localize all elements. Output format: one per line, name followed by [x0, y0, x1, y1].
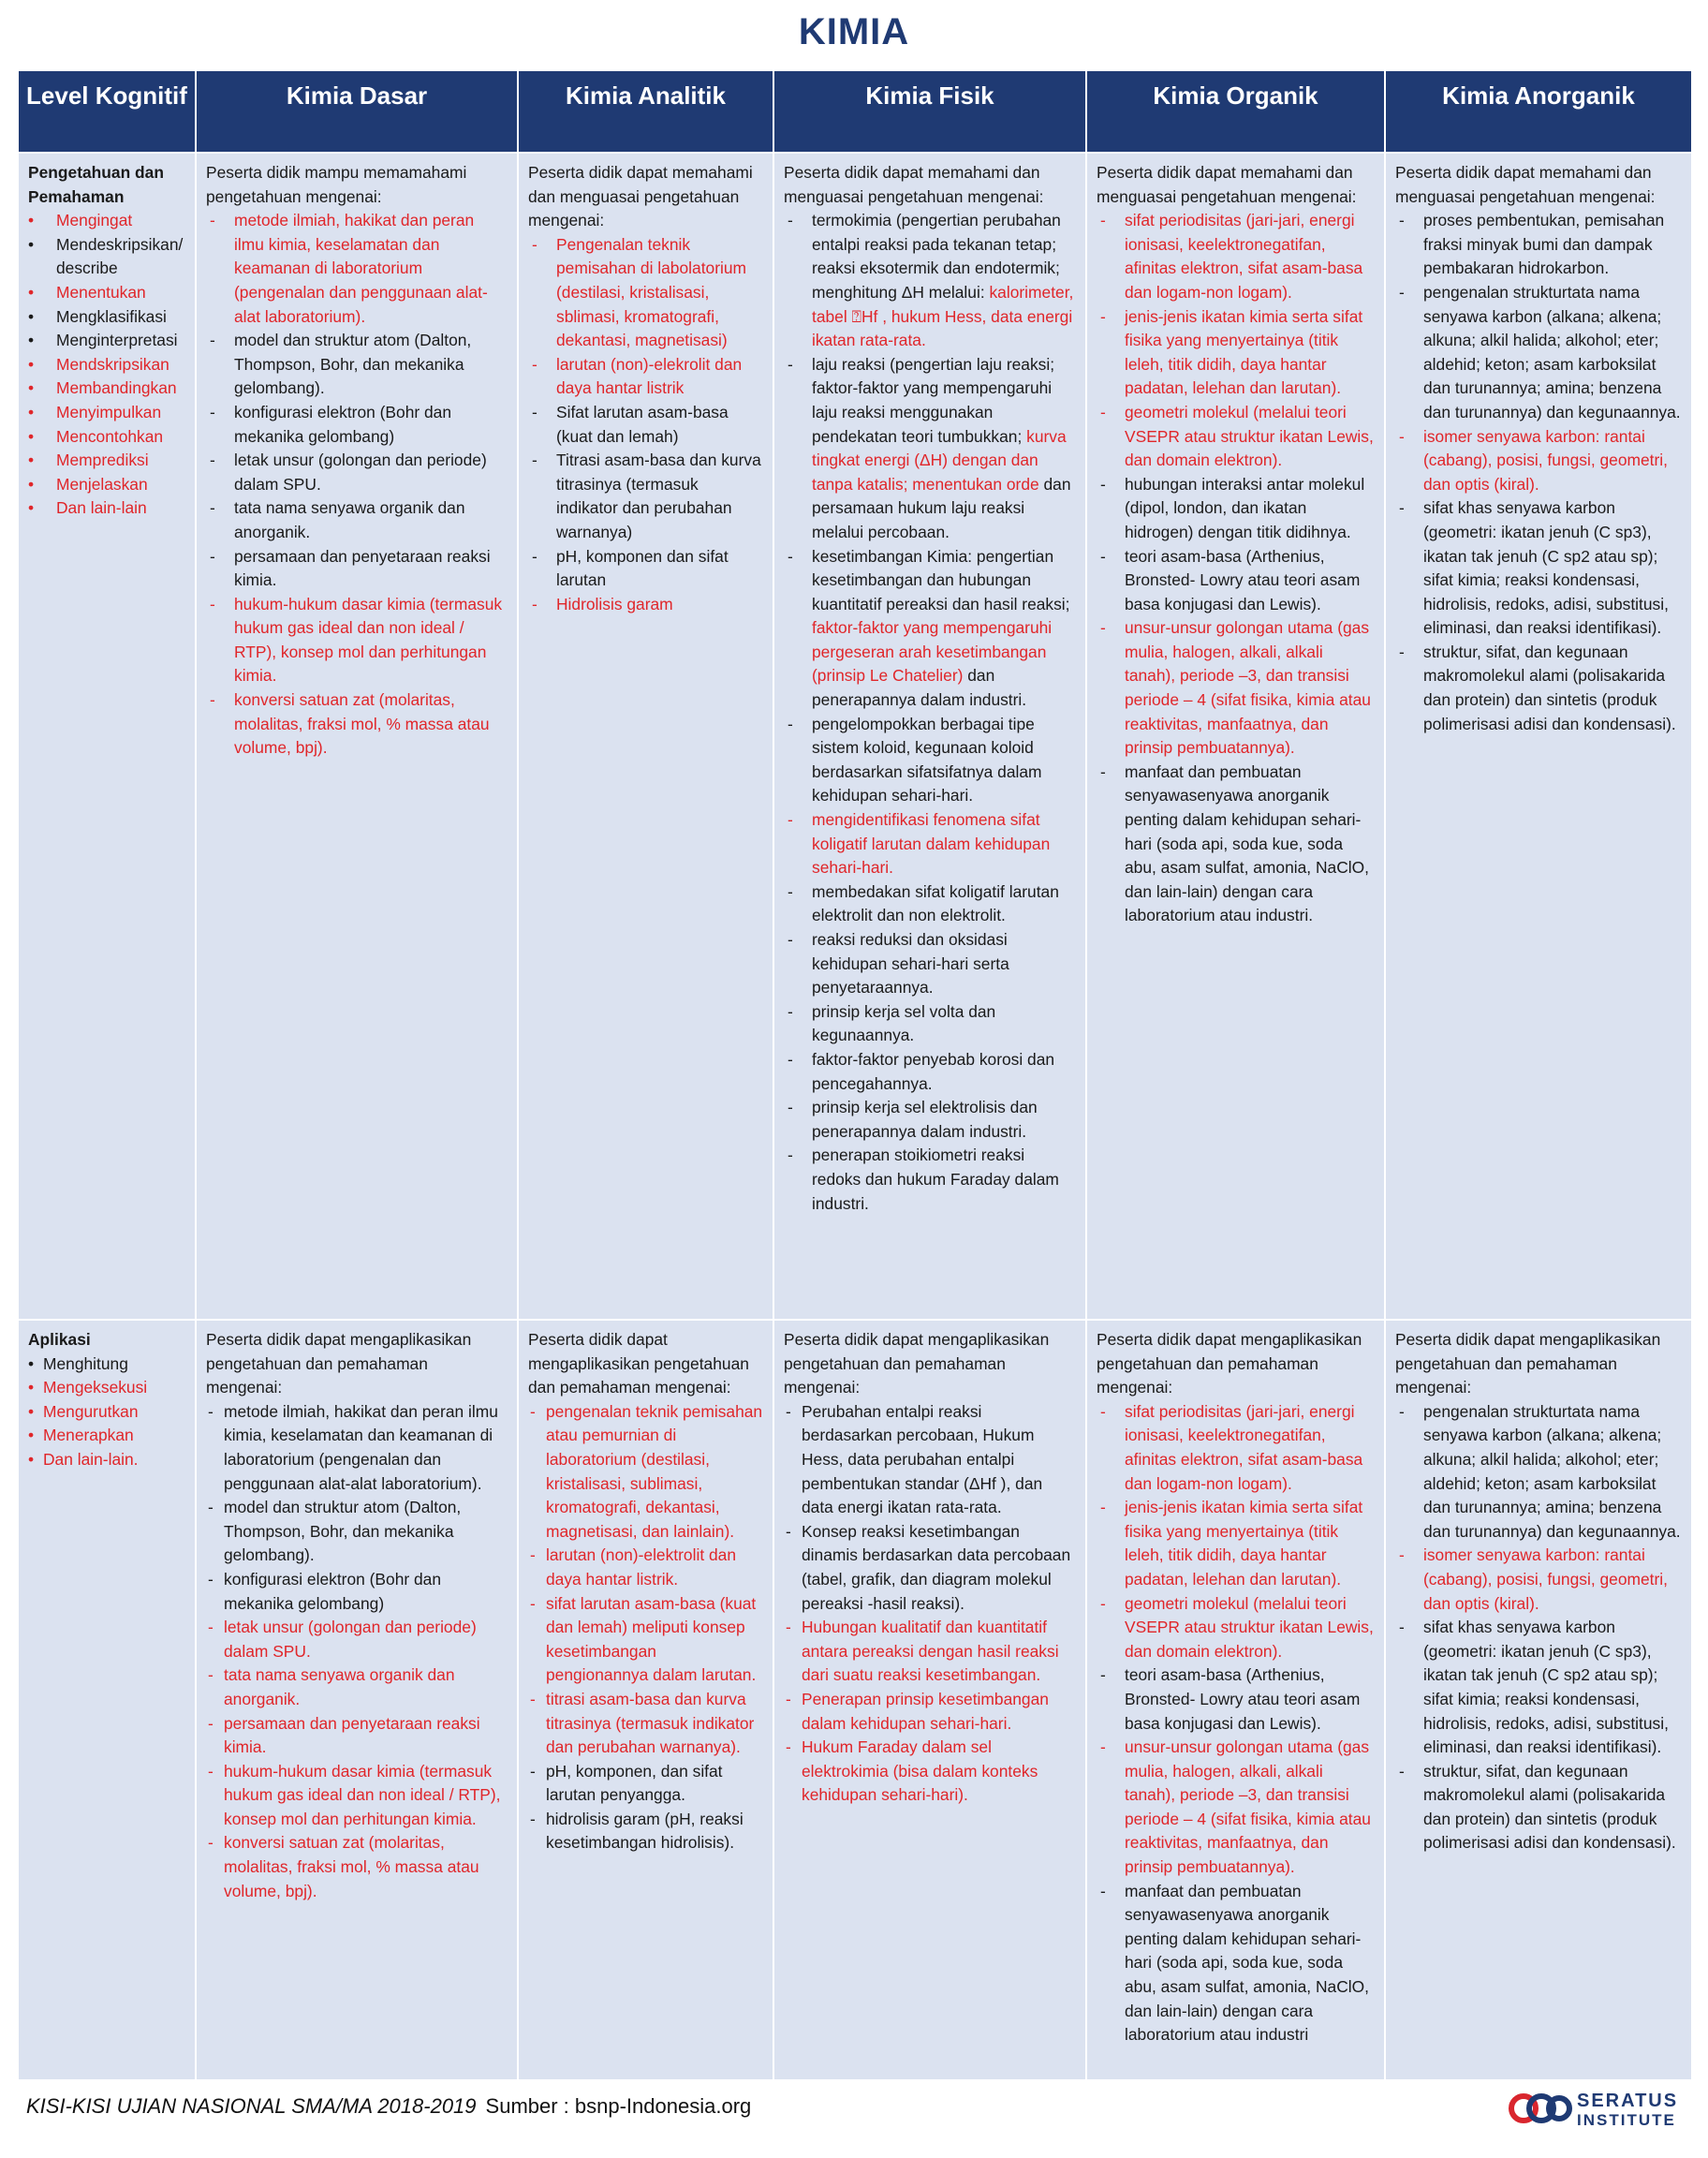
topic-item — [784, 880, 1076, 928]
topic-item — [784, 928, 1076, 1000]
topic-text: metode ilmiah, hakikat dan peran ilmu kimia, keselamatan dan keamanan di laboratorium (pengenalan dan penggunaan alat-alat laboratorium). — [224, 1401, 498, 1493]
topic-text: struktur, sifat, dan kegunaan makromolekul alami (polisakarida dan protein) dan sintetis (produk polimerisasi adisi dan kondensasi). — [1423, 1761, 1676, 1853]
topic-text: pH, komponen dan sifat larutan — [556, 546, 729, 590]
topic-text: unsur-unsur golongan utama (gas mulia, halogen, alkali, alkali tanah), periode –3, dan transisi periode – 4 (sifat fisika, kimia atau reaktivitas, manfaatnya, dan prinsip pembuatannya). — [1125, 618, 1371, 758]
topic-text: pengenalan teknik pemisahan atau pemurnian di laboratorium (destilasi, kristalisasi, sublimasi, kromatografi, dekantasi, magnetisasi, dan lainlain). — [546, 1401, 763, 1541]
topic-text: prinsip kerja sel volta dan kegunaannya. — [812, 1001, 996, 1045]
verb-list — [28, 209, 185, 521]
topic-text: Pengenalan teknik pemisahan di labolatorium (destilasi, kristalisasi, sblimasi, kromatografi, dekantasi, magnetisasi) — [556, 234, 747, 350]
topic-item — [784, 353, 1076, 545]
topic-text: faktor-faktor penyebab korosi dan pencegahannya. — [812, 1049, 1055, 1093]
topic-text: Perubahan entalpi reaksi berdasarkan percobaan, Hukum Hess, data perubahan entalpi pembentukan standar (ΔHf ), dan data energi ikatan rata-rata. — [802, 1401, 1043, 1517]
topic-item — [1097, 1880, 1375, 2047]
topic-text: Hidrolisis garam — [556, 594, 673, 613]
topic-text: larutan (non)-elektrolit dan daya hantar listrik. — [546, 1545, 736, 1589]
logo-text-seratus: SERATUS — [1577, 2091, 1679, 2111]
topic-item — [1097, 209, 1375, 304]
topic-text: manfaat dan pembuatan senyawasenyawa anorganik penting dalam kehidupan sehari-hari (soda api, soda kue, soda abu, asam sulfat, amonia, NaClO, dan lain-lain) dengan cara laboratorium atau industri — [1125, 1881, 1369, 2045]
level-title: Aplikasi — [28, 1330, 91, 1349]
topic-text: konfigurasi elektron (Bohr dan mekanika gelombang) — [224, 1569, 442, 1613]
topic-item — [1395, 209, 1682, 281]
topic-list — [1097, 209, 1375, 928]
topic-item — [1097, 1400, 1375, 1496]
verb-item: • Mengingat — [28, 209, 185, 233]
verb-item: • Menghitung — [28, 1352, 185, 1377]
topic-text: pengenalan strukturtata nama senyawa karbon (alkana; alkena; alkuna; alkil halida; alkohol; eter; aldehid; keton; asam karboksilat dan turunannya; amina; benzena dan turunannya) dan kegunaannya. — [1423, 282, 1681, 421]
topic-text: manfaat dan pembuatan senyawasenyawa anorganik penting dalam kehidupan sehari-hari (soda api, soda kue, soda abu, asam sulfat, amonia, NaClO, dan lain-lain) dengan cara laboratorium atau industri. — [1125, 761, 1369, 925]
topic-text: isomer senyawa karbon: rantai (cabang), posisi, fungsi, geometri, dan optis (kiral). — [1423, 426, 1668, 494]
topic-text: letak unsur (golongan dan periode) dalam SPU. — [234, 451, 487, 494]
verb-item: • Memprediksi — [28, 449, 185, 473]
topic-item — [784, 1688, 1076, 1736]
topic-text: teori asam-basa (Arthenius, Bronsted- Lowry atau teori asam basa konjugasi dan Lewis). — [1125, 1665, 1361, 1733]
topic-text: Sifat larutan asam-basa (kuat dan lemah) — [556, 402, 729, 446]
topic-item — [784, 1096, 1076, 1144]
topic-text: tata nama senyawa organik dan anorganik. — [224, 1665, 455, 1708]
cell-intro: Peserta didik dapat mengaplikasikan pengetahuan dan pemahaman mengenai: — [1395, 1330, 1661, 1397]
header-kimia-organik: Kimia Organik — [1087, 71, 1386, 152]
topic-list — [784, 209, 1076, 1216]
topic-text: Hubungan kualitatif dan kuantitatif antara pereaksi dengan hasil reaksi dari suatu reaksi kesetimbangan. — [802, 1618, 1059, 1685]
footer-caption — [26, 2094, 751, 2119]
topic-list — [206, 209, 508, 761]
topic-text: hidrolisis garam (pH, reaksi kesetimbangan hidrolisis). — [546, 1809, 744, 1853]
topic-text: sifat periodisitas (jari-jari, energi ionisasi, keelektronegatifan, afinitas elektron, sifat asam-basa dan logam-non logam). — [1125, 211, 1363, 302]
topic-list — [206, 1400, 508, 1903]
level-cell-aplikasi — [19, 1319, 197, 2079]
cell-kimia-dasar-pengetahuan — [197, 152, 519, 1319]
topic-text: konversi satuan zat (molaritas, molalitas, fraksi mol, % massa atau volume, bpj). — [234, 690, 490, 758]
topic-text: reaksi reduksi dan oksidasi kehidupan sehari-hari serta penyetaraannya. — [812, 930, 1009, 998]
verb-item: • Mengeksekusi — [28, 1376, 185, 1400]
topic-text: tata nama senyawa organik dan anorganik. — [234, 498, 465, 541]
topic-text: kalorimeter, tabel ⍰Hf , hukum Hess, data energi ikatan rata-rata. — [812, 282, 1074, 350]
topic-item — [1395, 1544, 1682, 1616]
topic-text: larutan (non)-elekrolit dan daya hantar listrik — [556, 354, 743, 398]
verb-item: • Mendskripsikan — [28, 353, 185, 377]
topic-list — [784, 1400, 1076, 1808]
topic-item — [1097, 473, 1375, 545]
topic-item — [1395, 425, 1682, 497]
seratus-institute-logo — [1508, 2081, 1695, 2134]
topic-item — [1097, 1736, 1375, 1880]
cell-kimia-fisik-pengetahuan — [774, 152, 1087, 1319]
topic-item — [206, 1663, 508, 1711]
logo-mark-icon — [1508, 2092, 1573, 2124]
topic-item — [1395, 1400, 1682, 1545]
topic-item — [206, 545, 508, 593]
topic-text: jenis-jenis ikatan kimia serta sifat fisika yang menyertainya (titik leleh, titik didih, daya hantar padatan, lelehan dan larutan). — [1125, 306, 1363, 398]
topic-item — [206, 688, 508, 761]
topic-text: penerapan stoikiometri reaksi redoks dan hukum Faraday dalam industri. — [812, 1146, 1059, 1213]
topic-item — [784, 1144, 1076, 1216]
topic-text: titrasi asam-basa dan kurva titrasinya (termasuk indikator dan perubahan warnanya). — [546, 1689, 755, 1757]
topic-item — [1097, 545, 1375, 617]
topic-text: Konsep reaksi kesetimbangan dinamis berdasarkan data percobaan (tabel, grafik, dan diagram molekul pereaksi -hasil reaksi). — [802, 1521, 1071, 1613]
topic-item — [1395, 496, 1682, 641]
topic-item — [206, 1400, 508, 1496]
cell-kimia-organik-pengetahuan — [1087, 152, 1386, 1319]
cell-kimia-dasar-aplikasi — [197, 1319, 519, 2079]
cell-kimia-analitik-pengetahuan — [519, 152, 774, 1319]
topic-list — [1395, 1400, 1682, 1855]
topic-text: teori asam-basa (Arthenius, Bronsted- Lowry atau teori asam basa konjugasi dan Lewis). — [1125, 546, 1361, 613]
topic-item — [206, 593, 508, 688]
topic-text: geometri molekul (melalui teori VSEPR atau struktur ikatan Lewis, dan domain elektron). — [1125, 1593, 1374, 1661]
cell-kimia-anorganik-pengetahuan — [1386, 152, 1691, 1319]
verb-item: • Mengurutkan — [28, 1400, 185, 1425]
topic-list — [1395, 209, 1682, 736]
topic-item — [206, 1616, 508, 1663]
topic-item — [1395, 641, 1682, 736]
topic-item — [528, 1760, 763, 1808]
topic-item — [528, 449, 763, 544]
row-pengetahuan-pemahaman — [19, 152, 1691, 1319]
footer-title: KISI-KISI UJIAN NASIONAL SMA/MA 2018-2019 — [26, 2094, 477, 2118]
cell-kimia-organik-aplikasi — [1087, 1319, 1386, 2079]
topic-item — [206, 401, 508, 449]
topic-text: termokimia (pengertian perubahan entalpi reaksi pada tekanan tetap; reaksi eksotermik dan endotermik; menghitung ΔH melalui: — [812, 211, 1061, 302]
topic-item — [784, 713, 1076, 808]
topic-text: Titrasi asam-basa dan kurva titrasinya (termasuk indikator dan perubahan warnanya) — [556, 451, 761, 541]
verb-item: • Menjelaskan — [28, 473, 185, 497]
topic-text: kesetimbangan Kimia: pengertian kesetimbangan dan hubungan kuantitatif pereaksi dan hasil reaksi; — [812, 546, 1070, 613]
cell-intro: Peserta didik dapat memahami dan menguasai pengetahuan mengenai: — [1395, 163, 1656, 206]
topic-text: isomer senyawa karbon: rantai (cabang), posisi, fungsi, geometri, dan optis (kiral). — [1423, 1545, 1668, 1613]
header-kimia-dasar: Kimia Dasar — [197, 71, 519, 152]
row-aplikasi — [19, 1319, 1691, 2079]
topic-item — [528, 353, 763, 401]
topic-text: unsur-unsur golongan utama (gas mulia, halogen, alkali, alkali tanah), periode –3, dan transisi periode – 4 (sifat fisika, kimia atau reaktivitas, manfaatnya, dan prinsip pembuatannya). — [1125, 1737, 1371, 1877]
topic-text: sifat khas senyawa karbon (geometri: ikatan jenuh (C sp3), ikatan tak jenuh (C sp2 atau sp); sifat kimia; reaksi kondensasi, hidrolisis, redoks, adisi, substitusi, eliminasi, dan reaksi identifikasi). — [1423, 1618, 1669, 1757]
topic-text: hukum-hukum dasar kimia (termasuk hukum gas ideal dan non ideal / RTP), konsep mol dan perhitungan kimia. — [234, 594, 503, 686]
topic-item — [528, 593, 763, 617]
topic-text: geometri molekul (melalui teori VSEPR atau struktur ikatan Lewis, dan domain elektron). — [1125, 402, 1374, 470]
topic-text: konversi satuan zat (molaritas, molalitas, fraksi mol, % massa atau volume, bpj). — [224, 1833, 479, 1900]
page-title: KIMIA — [798, 11, 910, 52]
header-row — [19, 71, 1691, 152]
topic-text: struktur, sifat, dan kegunaan makromolekul alami (polisakarida dan protein) dan sintetis (produk polimerisasi adisi dan kondensasi). — [1423, 642, 1676, 733]
topic-item — [206, 1831, 508, 1903]
topic-text: pengenalan strukturtata nama senyawa karbon (alkana; alkena; alkuna; alkil halida; alkohol; eter; aldehid; keton; asam karboksilat dan turunannya; amina; benzena dan turunannya) dan kegunaannya. — [1423, 1401, 1681, 1541]
cell-intro: Peserta didik dapat memahami dan menguasai pengetahuan mengenai: — [1097, 163, 1357, 206]
topic-item — [784, 209, 1076, 353]
level-cell-pengetahuan — [19, 152, 197, 1319]
topic-item — [528, 545, 763, 593]
header-kimia-fisik: Kimia Fisik — [774, 71, 1087, 152]
topic-item — [784, 1736, 1076, 1808]
topic-text: kurva tingkat energi (ΔH) dengan dan tanpa katalis; menentukan orde — [812, 426, 1067, 494]
topic-text: konfigurasi elektron (Bohr dan mekanika gelombang) — [234, 402, 452, 446]
topic-item — [206, 1760, 508, 1832]
topic-item — [1097, 616, 1375, 761]
topic-item — [528, 1808, 763, 1855]
topic-item — [528, 1544, 763, 1591]
topic-item — [784, 545, 1076, 713]
cell-intro: Peserta didik dapat mengaplikasikan pengetahuan dan pemahaman mengenai: — [206, 1330, 472, 1397]
header-kimia-analitik: Kimia Analitik — [519, 71, 774, 152]
topic-text: Hukum Faraday dalam sel elektrokimia (bisa dalam konteks kehidupan sehari-hari). — [802, 1737, 1038, 1805]
footer-source: Sumber : bsnp-Indonesia.org — [485, 2094, 752, 2118]
logo-text-institute: INSTITUTE — [1577, 2111, 1676, 2129]
topic-item — [784, 1616, 1076, 1688]
cell-intro: Peserta didik dapat mengaplikasikan pengetahuan dan pemahaman mengenai: — [528, 1330, 749, 1397]
verb-item: • Mencontohkan — [28, 425, 185, 450]
topic-item — [1097, 761, 1375, 928]
topic-item — [206, 209, 508, 329]
topic-item — [1097, 1592, 1375, 1664]
cell-intro: Peserta didik dapat mengaplikasikan pengetahuan dan pemahaman mengenai: — [784, 1330, 1050, 1397]
topic-item — [528, 1592, 763, 1688]
topic-text: model dan struktur atom (Dalton, Thompson, Bohr, dan mekanika gelombang). — [234, 331, 472, 398]
verb-item: • Dan lain-lain — [28, 496, 185, 521]
cell-intro: Peserta didik dapat memahami dan menguasai pengetahuan mengenai: — [784, 163, 1044, 206]
verb-item: • Menentukan — [28, 281, 185, 305]
verb-item: • Dan lain-lain. — [28, 1448, 185, 1472]
topic-text: sifat khas senyawa karbon (geometri: ikatan jenuh (C sp3), ikatan tak jenuh (C sp2 atau sp); sifat kimia; reaksi kondensasi, hidrolisis, redoks, adisi, substitusi, eliminasi, dan reaksi identifikasi). — [1423, 498, 1669, 638]
topic-item — [206, 496, 508, 544]
topic-text: pengelompokkan berbagai tipe sistem koloid, kegunaan koloid berdasarkan sifatsifatnya dalam kehidupan sehari-hari. — [812, 714, 1042, 806]
cell-kimia-fisik-aplikasi — [774, 1319, 1087, 2079]
topic-item — [206, 449, 508, 496]
topic-item — [784, 1048, 1076, 1096]
topic-text: metode ilmiah, hakikat dan peran ilmu kimia, keselamatan dan keamanan di laboratorium (pengenalan dan penggunaan alat-alat laboratorium). — [234, 211, 488, 326]
topic-text: dan persamaan hukum laju reaksi melalui percobaan. — [812, 474, 1071, 541]
topic-item — [784, 808, 1076, 880]
topic-text: persamaan dan penyetaraan reaksi kimia. — [224, 1713, 480, 1757]
topic-item — [1395, 1616, 1682, 1760]
topic-text: jenis-jenis ikatan kimia serta sifat fisika yang menyertainya (titik leleh, titik didih, daya hantar padatan, lelehan dan larutan). — [1125, 1498, 1363, 1589]
verb-item: • Mendeskripsikan/ describe — [28, 233, 185, 281]
verb-item: • Menyimpulkan — [28, 401, 185, 425]
topic-text: faktor-faktor yang mempengaruhi pergeseran arah kesetimbangan (prinsip Le Chatelier) — [812, 618, 1053, 686]
topic-text: membedakan sifat koligatif larutan elektrolit dan non elektrolit. — [812, 881, 1059, 925]
cell-intro: Peserta didik mampu memamahami pengetahuan mengenai: — [206, 163, 467, 206]
verb-list — [28, 1352, 185, 1472]
topic-list — [528, 233, 763, 617]
cell-kimia-analitik-aplikasi — [519, 1319, 774, 2079]
verb-item: • Mengklasifikasi — [28, 305, 185, 330]
verb-item: • Menerapkan — [28, 1424, 185, 1448]
topic-text: hukum-hukum dasar kimia (termasuk hukum gas ideal dan non ideal / RTP), konsep mol dan perhitungan kimia. — [224, 1761, 501, 1828]
topic-text: sifat larutan asam-basa (kuat dan lemah) meliputi konsep kesetimbangan pengionannya dalam larutan. — [546, 1593, 757, 1685]
topic-list — [1097, 1400, 1375, 2047]
topic-text: prinsip kerja sel elektrolisis dan penerapannya dalam industri. — [812, 1098, 1038, 1141]
cell-kimia-anorganik-aplikasi — [1386, 1319, 1691, 2079]
topic-item — [784, 1000, 1076, 1048]
topic-item — [528, 1688, 763, 1760]
topic-item — [206, 329, 508, 401]
topic-item — [1395, 1760, 1682, 1855]
topic-item — [1097, 305, 1375, 401]
topic-list — [528, 1400, 763, 1855]
topic-text: sifat periodisitas (jari-jari, energi ionisasi, keelektronegatifan, afinitas elektron, sifat asam-basa dan logam-non logam). — [1125, 1401, 1363, 1493]
cell-intro: Peserta didik dapat memahami dan menguasai pengetahuan mengenai: — [528, 163, 753, 230]
cell-intro: Peserta didik dapat mengaplikasikan pengetahuan dan pemahaman mengenai: — [1097, 1330, 1362, 1397]
topic-item — [1097, 1496, 1375, 1591]
topic-text: persamaan dan penyetaraan reaksi kimia. — [234, 546, 491, 590]
topic-item — [206, 1712, 508, 1760]
kisi-kisi-table — [19, 71, 1691, 2079]
verb-item: • Membandingkan — [28, 377, 185, 401]
header-level-kognitif: Level Kognitif — [19, 71, 197, 152]
topic-text: mengidentifikasi fenomena sifat koligatif larutan dalam kehidupan sehari-hari. — [812, 810, 1051, 878]
topic-item — [528, 401, 763, 449]
topic-text: laju reaksi (pengertian laju reaksi; faktor-faktor yang mempengaruhi laju reaksi menggunakan pendekatan teori tumbukkan; — [812, 354, 1055, 446]
topic-item — [528, 233, 763, 353]
topic-text: model dan struktur atom (Dalton, Thompson, Bohr, dan mekanika gelombang). — [224, 1498, 462, 1565]
topic-text: hubungan interaksi antar molekul (dipol, london, dan ikatan hidrogen) dengan titik didihnya. — [1125, 474, 1365, 541]
topic-text: dan penerapannya dalam industri. — [812, 666, 1027, 710]
topic-text: pH, komponen, dan sifat larutan penyangga. — [546, 1761, 723, 1805]
topic-item — [206, 1568, 508, 1616]
topic-item — [206, 1496, 508, 1568]
topic-item — [784, 1520, 1076, 1616]
topic-item — [528, 1400, 763, 1545]
verb-item: • Menginterpretasi — [28, 329, 185, 353]
topic-item — [1395, 281, 1682, 425]
topic-text: proses pembentukan, pemisahan fraksi minyak bumi dan dampak pembakaran hidrokarbon. — [1423, 211, 1665, 278]
header-kimia-anorganik: Kimia Anorganik — [1386, 71, 1691, 152]
topic-item — [784, 1400, 1076, 1520]
topic-item — [1097, 401, 1375, 473]
topic-item — [1097, 1663, 1375, 1736]
level-title: Pengetahuan dan Pemahaman — [28, 163, 164, 206]
topic-text: letak unsur (golongan dan periode) dalam SPU. — [224, 1618, 477, 1661]
topic-text: Penerapan prinsip kesetimbangan dalam kehidupan sehari-hari. — [802, 1689, 1049, 1733]
